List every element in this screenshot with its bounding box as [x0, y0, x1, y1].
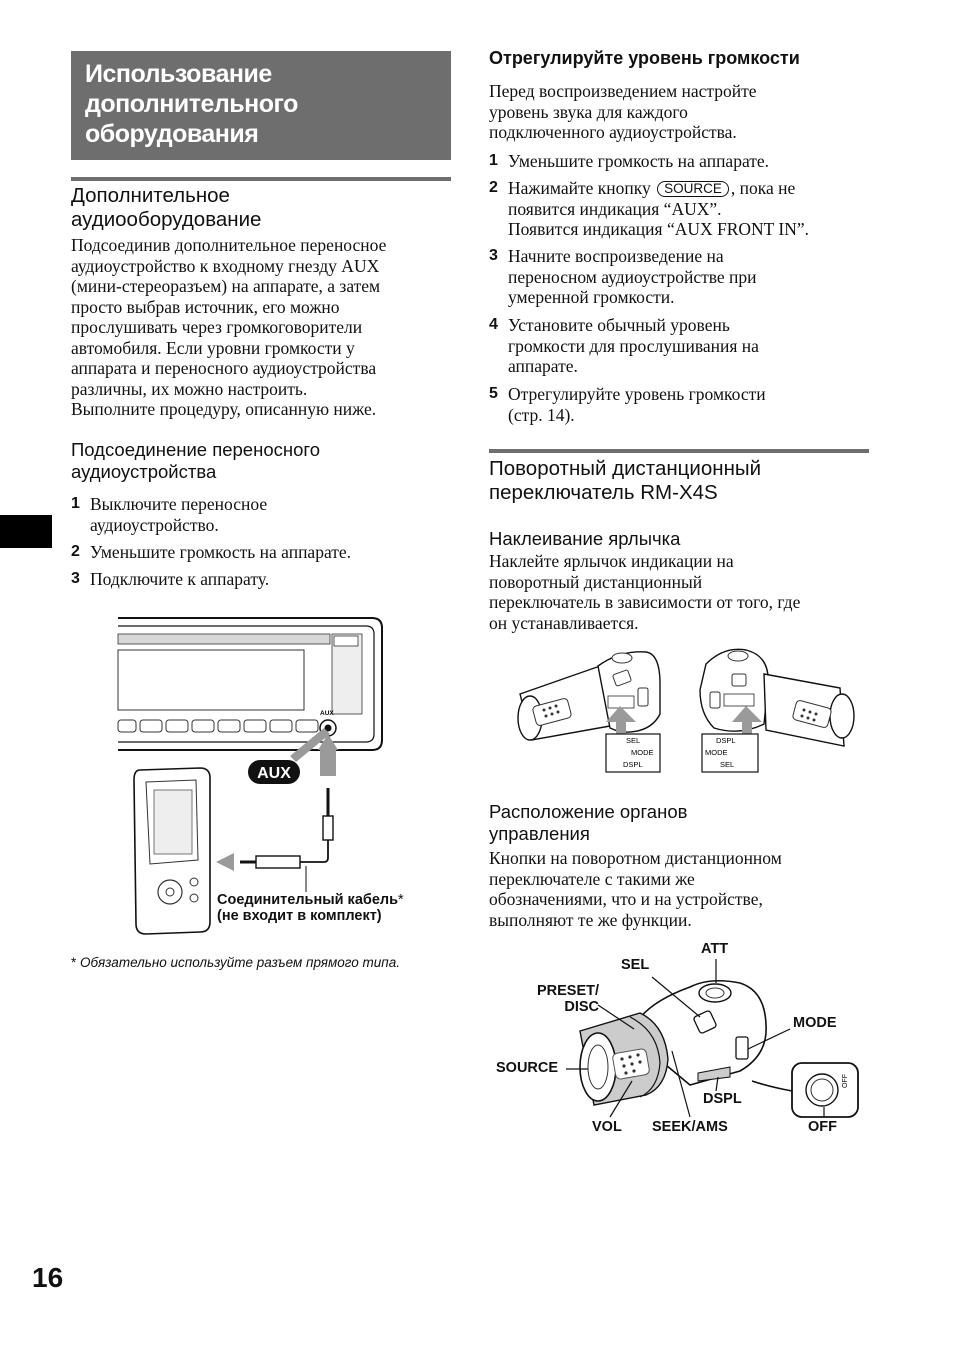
step-item [71, 569, 451, 590]
car-unit-panel-illustration [118, 618, 382, 750]
step-number: 3 [489, 247, 498, 264]
step-text: Подключите к аппарату. [90, 569, 270, 589]
step-number: 1 [489, 152, 498, 169]
section-rule [489, 449, 869, 453]
text-line: Наклейте ярлычок индикации на [489, 551, 734, 571]
text-line: Подсоединив дополнительное переносное [71, 235, 387, 255]
label-text: MODE [631, 748, 654, 757]
step-text: Установите обычный уровень [508, 315, 730, 335]
text-line: прослушивать через громкоговорители [71, 317, 363, 337]
step-text: Уменьшите громкость на аппарате. [508, 151, 770, 171]
aux-intro-paragraph [71, 235, 456, 420]
heading-controls-location [489, 801, 879, 845]
heading-line: аудиоустройства [71, 461, 217, 482]
step-number: 1 [71, 495, 80, 512]
step-item [489, 178, 889, 240]
step-text: аудиоустройство. [90, 514, 219, 535]
title-line: дополнительного [85, 90, 298, 118]
heading-aux-audio [71, 184, 451, 232]
title-line: оборудования [85, 120, 259, 148]
callout-att: ATT [701, 941, 729, 957]
label-sticker-left [606, 734, 660, 772]
heading-line: управления [489, 823, 590, 844]
cable-label [217, 892, 404, 924]
heading-line: Поворотный дистанционный [489, 457, 762, 480]
callout-sel: SEL [621, 957, 650, 973]
callout-off: OFF [808, 1119, 837, 1135]
text-line: аудиоустройство к входному гнезду AUX [71, 255, 380, 276]
cable-label-line: Соединительный кабель* [217, 892, 404, 908]
title-line: Использование [85, 60, 272, 88]
step-text: появится индикация “AUX”. [508, 198, 722, 219]
label-text: DSPL [716, 736, 736, 745]
adjust-volume-paragraph [489, 81, 879, 143]
text-line: переключателе с такими же [489, 868, 695, 889]
text-line: различны, их можно настроить. [71, 378, 308, 399]
step-text: умеренной громкости. [508, 287, 675, 307]
text-line: подключенного аудиоустройства. [489, 122, 737, 142]
label-attach-illustration [510, 644, 870, 778]
step-text: Появится индикация “AUX FRONT IN”. [508, 219, 810, 239]
arrow-to-player-icon [216, 853, 234, 871]
text-line: уровень звука для каждого [489, 101, 688, 122]
step-item [489, 151, 889, 172]
label-text: DSPL [623, 760, 643, 769]
step-item [489, 315, 889, 377]
callout-preset-disc: PRESET/ DISC [536, 983, 599, 1015]
heading-line: Дополнительное [71, 184, 230, 207]
step-item [71, 494, 451, 535]
heading-rotary-commander [489, 457, 879, 505]
heading-adjust-volume: Отрегулируйте уровень громкости [489, 48, 800, 68]
attach-label-paragraph [489, 551, 879, 633]
step-number: 4 [489, 316, 498, 333]
cable-label-line: (не входит в комплект) [217, 908, 382, 924]
rotary-remote-left-illustration [518, 652, 660, 740]
label-text: MODE [705, 748, 728, 757]
aux-badge-text: AUX [257, 765, 291, 782]
heading-line: аудиооборудование [71, 208, 262, 231]
rotary-remote-right-illustration [700, 649, 854, 746]
text-line: выполняют те же функции. [489, 909, 692, 930]
heading-attach-label: Наклеивание ярлычка [489, 528, 681, 549]
aux-connection-diagram [110, 610, 430, 940]
step-text: Начните воспроизведение на [508, 246, 724, 266]
step-text: Выключите переносное [90, 494, 268, 514]
step-text: Нажимайте кнопку SOURCE , пока не [508, 178, 796, 198]
step-text: переносном аудиоустройстве при [508, 266, 757, 287]
footnote-star: * [71, 955, 77, 970]
text-line: (мини-стереоразъем) на аппарате, а затем [71, 276, 381, 296]
callout-seek-ams: SEEK/AMS [652, 1119, 728, 1135]
callout-source: SOURCE [496, 1060, 559, 1076]
heading-line: Расположение органов [489, 801, 688, 822]
label-text: SEL [626, 736, 641, 745]
text-line: переключатель в зависимости от того, где [489, 592, 801, 612]
heading-connect-portable [71, 439, 451, 483]
label-text: SEL [720, 760, 735, 769]
section-rule [71, 177, 451, 181]
heading-line: переключатель RM-X4S [489, 481, 718, 504]
step-number: 3 [71, 570, 80, 587]
text-line: автомобиля. Если уровни громкости у [71, 337, 355, 358]
step-text: аппарате. [508, 356, 578, 376]
text-line: обозначениями, что и на устройстве, [489, 889, 763, 909]
step-text: Уменьшите громкость на аппарате. [90, 542, 352, 562]
step-number: 2 [489, 179, 498, 196]
step-item [71, 542, 451, 563]
text-line: аппарата и переносного аудиоустройства [71, 358, 377, 378]
heading-line: Подсоединение переносного [71, 439, 320, 460]
step-number: 5 [489, 385, 498, 402]
text-line: Кнопки на поворотном дистанционном [489, 848, 782, 868]
off-small-label: OFF [842, 1074, 849, 1088]
step-text: громкости для прослушивания на [508, 335, 759, 356]
section-title-box [71, 51, 451, 160]
side-tab-marker [0, 515, 52, 548]
step-text: Отрегулируйте уровень громкости [508, 384, 766, 404]
rotary-controls-diagram [490, 935, 870, 1145]
aux-jack-label: AUX [320, 710, 334, 717]
text-line: просто выбрав источник, его можно [71, 296, 340, 317]
step-item [489, 246, 889, 308]
footnote [71, 955, 400, 970]
label-sticker-right [702, 734, 758, 772]
step-number: 2 [71, 543, 80, 560]
footnote-text: Обязательно используйте разъем прямого типа. [80, 955, 400, 970]
source-key: SOURCE [657, 181, 729, 197]
controls-location-paragraph [489, 848, 879, 930]
callout-dspl: DSPL [703, 1091, 742, 1107]
text-line: Выполните процедуру, описанную ниже. [71, 399, 377, 419]
portable-player-illustration [134, 768, 210, 934]
step-text: (стр. 14). [508, 404, 575, 425]
step-item [489, 384, 889, 425]
arrow-up-icon [320, 748, 336, 776]
text-line: Перед воспроизведением настройте [489, 81, 757, 101]
text-line: поворотный дистанционный [489, 571, 703, 592]
page-number: 16 [32, 1262, 64, 1293]
text-line: он устанавливается. [489, 612, 639, 633]
callout-vol: VOL [592, 1119, 622, 1135]
callout-mode: MODE [793, 1015, 837, 1031]
